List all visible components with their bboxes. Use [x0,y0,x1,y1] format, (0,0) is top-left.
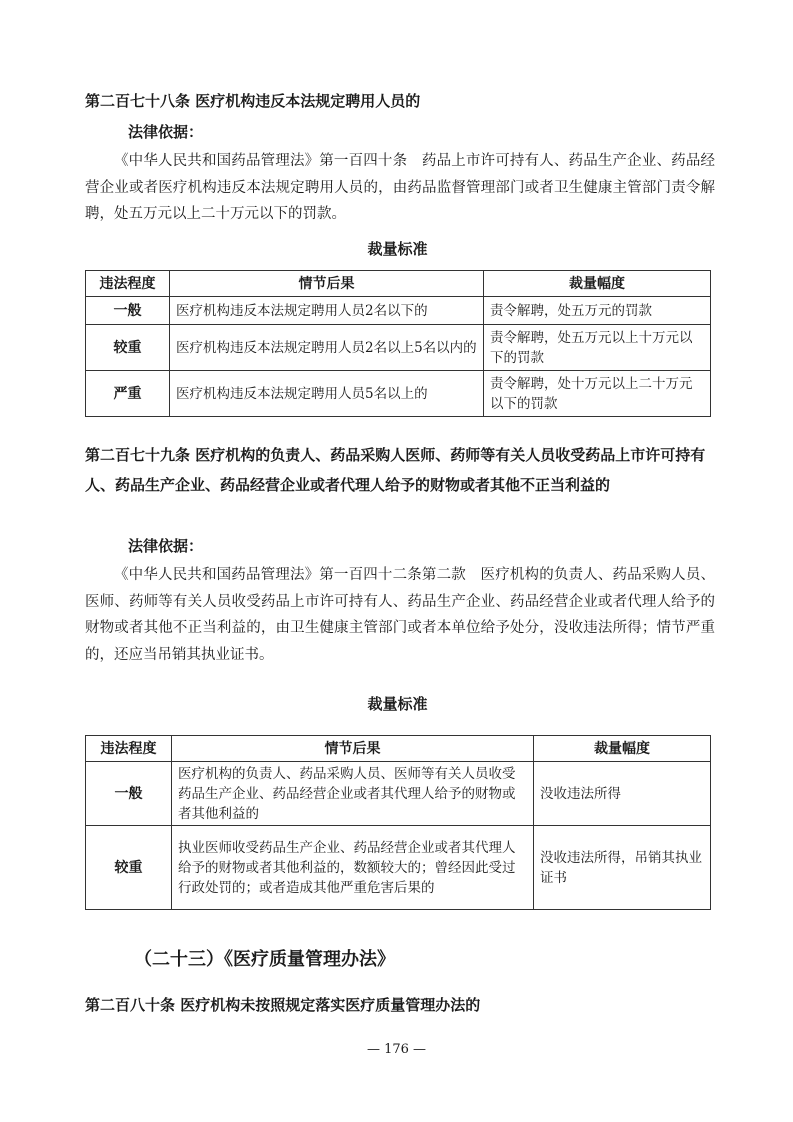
table-header-row [86,271,711,297]
discretion-table-278 [85,270,711,417]
row-level: 一般 [86,762,172,826]
row-penalty: 责令解聘，处五万元的罚款 [484,297,711,325]
row-consequence: 执业医师收受药品生产企业、药品经营企业或者其代理人给予的财物或者其他利益的，数额较大的；曾经因此受过行政处罚的；或者造成其他严重危害后果的 [172,826,534,910]
section-heading: （二十三）《医疗质量管理办法》 [134,949,395,970]
header-penalty: 裁量幅度 [534,736,711,762]
table-row [86,826,711,910]
table-header-row [86,736,711,762]
table-row [86,297,711,325]
header-level: 违法程度 [86,736,172,762]
row-penalty: 没收违法所得 [534,762,711,826]
page-number: — 176 — [366,1042,427,1057]
article-278-basis-label: 法律依据： [128,123,204,141]
article-278-title: 第二百七十八条 医疗机构违反本法规定聘用人员的 [85,92,421,110]
article-278-table-title: 裁量标准 [367,240,428,258]
row-level: 较重 [86,325,170,371]
article-279-basis-text: 《中华人民共和国药品管理法》第一百四十二条第二款 医疗机构的负责人、药品采购人员、医师、药师等有关人员收受药品上市许可持有人、药品生产企业、药品经营企业或者代理人给予的财物或者其他不正当利益的，由卫生健康主管部门或者本单位给予处分，没收违法所得；情节严重的，还应当吊销其执业证书。 [85,567,715,663]
row-consequence: 医疗机构违反本法规定聘用人员2名以下的 [170,297,484,325]
table-row [86,371,711,417]
row-consequence: 医疗机构违反本法规定聘用人员5名以上的 [170,371,484,417]
header-penalty: 裁量幅度 [484,271,711,297]
row-level: 较重 [86,826,172,910]
header-level: 违法程度 [86,271,170,297]
discretion-table-279 [85,735,711,910]
row-penalty: 没收违法所得，吊销其执业证书 [534,826,711,910]
row-consequence: 医疗机构违反本法规定聘用人员2名以上5名以内的 [170,325,484,371]
table-row [86,325,711,371]
row-consequence: 医疗机构的负责人、药品采购人员、医师等有关人员收受药品生产企业、药品经营企业或者其代理人给予的财物或者其他利益的 [172,762,534,826]
article-279-basis-label: 法律依据： [128,537,204,555]
table-row [86,762,711,826]
row-level: 一般 [86,297,170,325]
article-280-title: 第二百八十条 医疗机构未按照规定落实医疗质量管理办法的 [85,996,481,1014]
article-279-title: 第二百七十九条 医疗机构的负责人、药品采购人医师、药师等有关人员收受药品上市许可持有人、药品生产企业、药品经营企业或者代理人给予的财物或者其他不正当利益的 [85,446,706,494]
row-penalty: 责令解聘，处五万元以上十万元以下的罚款 [484,325,711,371]
row-penalty: 责令解聘，处十万元以上二十万元以下的罚款 [484,371,711,417]
article-278-basis-text: 《中华人民共和国药品管理法》第一百四十条 药品上市许可持有人、药品生产企业、药品经营企业或者医疗机构违反本法规定聘用人员的，由药品监督管理部门或者卫生健康主管部门责令解聘，处五万元以上二十万元以下的罚款。 [85,153,715,222]
row-level: 严重 [86,371,170,417]
header-consequence: 情节后果 [172,736,534,762]
header-consequence: 情节后果 [170,271,484,297]
article-279-table-title: 裁量标准 [367,695,428,713]
